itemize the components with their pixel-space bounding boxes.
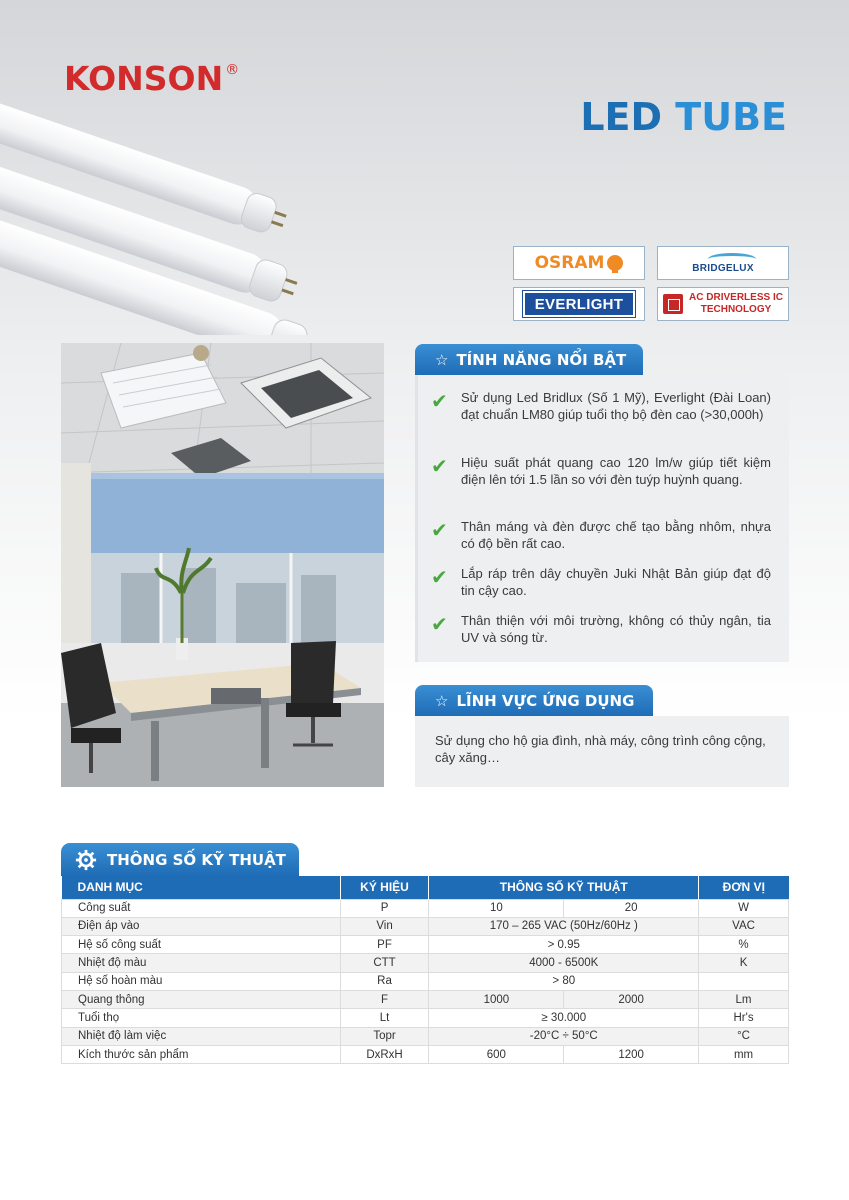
checkmark-icon: ✔ <box>431 567 448 589</box>
feature-item: ✔ Sử dụng Led Bridlux (Số 1 Mỹ), Everlight (Đài Loan) đạt chuẩn LM80 giúp tuổi thọ bộ đèn cao (>30,000h) <box>431 390 771 422</box>
applications-panel: Sử dụng cho hộ gia đình, nhà máy, công trình công cộng, cây xăng… <box>415 716 789 787</box>
page-title <box>580 94 787 140</box>
checkmark-icon: ✔ <box>431 520 448 542</box>
table-row: Tuổi thọ Lt ≥ 30.000 Hr's <box>62 1009 789 1027</box>
title-word-led: LED <box>580 95 663 139</box>
table-row: Nhiệt độ màu CTT 4000 - 6500K K <box>62 954 789 972</box>
office-photo <box>61 343 384 787</box>
checkmark-icon: ✔ <box>431 456 448 478</box>
table-row: Kích thước sản phẩm DxRxH 600 1200 mm <box>62 1045 789 1063</box>
osram-bulb-icon <box>607 255 623 271</box>
table-row: Hệ số công suất PF > 0.95 % <box>62 936 789 954</box>
features-panel <box>415 375 789 662</box>
table-row: Hệ số hoàn màu Ra > 80 <box>62 972 789 990</box>
konson-logo: KONSON ® <box>64 59 240 98</box>
specs-heading-tab: THÔNG SỐ KỸ THUẬT <box>61 843 299 876</box>
osram-badge: OSRAM <box>513 246 645 280</box>
table-row: Điện áp vào Vin 170 – 265 VAC (50Hz/60Hz ) VAC <box>62 917 789 935</box>
table-row: Công suất P 10 20 W <box>62 899 789 917</box>
table-row: Nhiệt độ làm việc Topr -20°C ÷ 50°C °C <box>62 1027 789 1045</box>
ac-driverless-badge: AC DRIVERLESS IC TECHNOLOGY <box>657 287 789 321</box>
checkmark-icon: ✔ <box>431 391 448 413</box>
feature-item: ✔ Hiệu suất phát quang cao 120 lm/w giúp tiết kiệm điện lên tới 1.5 lần so với đèn tuýp huỳnh quang. <box>431 455 771 487</box>
applications-heading-tab: ☆ LĨNH VỰC ỨNG DỤNG <box>415 685 653 716</box>
star-icon: ☆ <box>435 691 449 710</box>
star-icon: ☆ <box>435 350 449 369</box>
col-header-category: DANH MỤC <box>62 876 341 899</box>
title-word-tube: TUBE <box>675 95 787 139</box>
feature-item: ✔ Thân thiện với môi trường, không có thủy ngân, tia UV và sóng từ. <box>431 613 771 645</box>
everlight-badge: EVERLIGHT <box>513 287 645 321</box>
table-row: Quang thông F 1000 2000 Lm <box>62 990 789 1008</box>
led-tubes-image <box>0 95 420 335</box>
col-header-unit: ĐƠN VỊ <box>699 876 789 899</box>
col-header-symbol: KÝ HIỆU <box>340 876 429 899</box>
feature-item: ✔ Thân máng và đèn được chế tạo bằng nhôm, nhựa có độ bền rất cao. <box>431 519 771 551</box>
checkmark-icon: ✔ <box>431 614 448 636</box>
gear-icon <box>75 849 97 871</box>
feature-item: ✔ Lắp ráp trên dây chuyền Juki Nhật Bản giúp đạt độ tin cậy cao. <box>431 566 771 598</box>
chip-icon <box>663 294 683 314</box>
features-heading-tab: ☆ TÍNH NĂNG NỔI BẬT <box>415 344 643 375</box>
bridgelux-badge: BRIDGELUX <box>657 246 789 280</box>
spec-table <box>61 876 789 1064</box>
spec-header-row <box>62 876 789 899</box>
col-header-spec: THÔNG SỐ KỸ THUẬT <box>429 876 699 899</box>
